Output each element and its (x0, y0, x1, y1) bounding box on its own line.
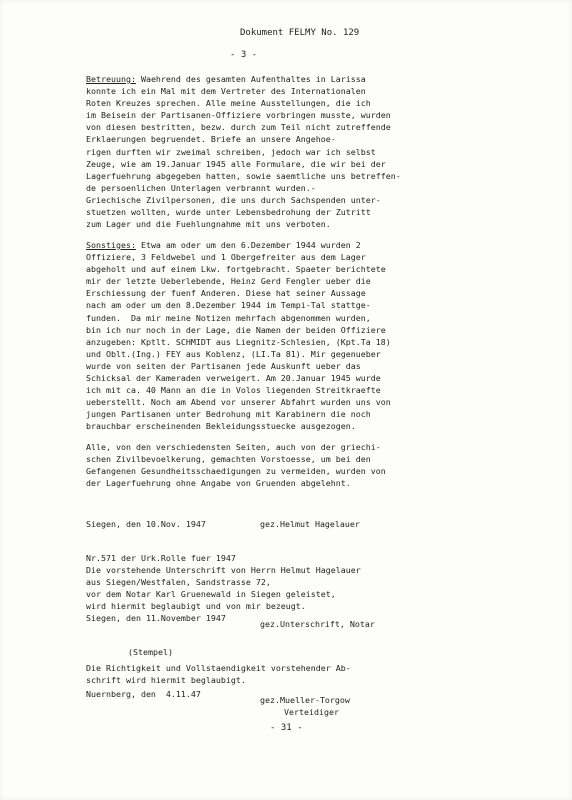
text-line: anzugeben: Kptlt. SCHMIDT aus Liegnitz-Schlesien, (Kpt.Ta 18) (86, 336, 391, 347)
text-line: funden. Da mir meine Notizen mehrfach abgenommen wurden, (86, 312, 371, 323)
text-line: de persoenlichen Unterlagen verbrannt wurden.- (86, 182, 316, 193)
text-line: Schicksal der Kameraden verweigert. Am 20.Januar 1945 wurde (86, 373, 381, 384)
signature-hagelauer: gez.Helmut Hagelauer (260, 519, 360, 529)
section-label-sonstiges: Sonstiges: (86, 240, 136, 250)
place-date-siegen-1: Siegen, den 10.Nov. 1947 (86, 519, 206, 529)
text-line: Offiziere, 3 Feldwebel und 1 Obergefreiter aus dem Lager (86, 252, 366, 263)
page-number-bottom: - 31 - (270, 723, 303, 733)
text-line: Die Richtigkeit und Vollstaendigkeit vorstehender Ab- (86, 663, 351, 673)
text-line: Gefangenen Gesundheitsschaedigungen zu vermeiden, wurden von (86, 466, 386, 477)
place-date-nuernberg: Nuernberg, den 4.11.47 (86, 689, 201, 699)
text-line: konnte ich ein Mal mit dem Vertreter des Internationalen (86, 86, 366, 97)
paragraph-closing (86, 441, 516, 489)
text-line: schrift wird hiermit beglaubigt. (86, 675, 246, 686)
text-line: stuetzen wollten, wurde unter Lebensbedrohung der Zutritt (86, 207, 371, 218)
signature-defense: gez.Mueller-Torgow (260, 695, 350, 705)
text-line: im Beisein der Partisanen-Offiziere vorbringen musste, wurden (86, 110, 391, 121)
text-line: wurde von seiten der Partisanen jede Auskunft ueber das (86, 360, 361, 371)
text-line: Zeuge, wie am 19.Januar 1945 alle Formulare, die wir bei der (86, 158, 386, 169)
text-line: der Lagerfuehrung ohne Angabe von Gruenden abgelehnt. (86, 478, 351, 489)
stamp-note: (Stempel) (128, 647, 173, 657)
text-line: vor dem Notar Karl Gruenewald in Siegen geleistet, (86, 589, 336, 600)
signature-role: Verteidiger (284, 707, 339, 717)
text-line: Lagerfuehrung abgegeben hatten, sowie saemtliche uns betreffen- (86, 170, 401, 181)
text-line: nach am oder um den 8.Dezember 1944 im Tempi-Tal stattge- (86, 300, 371, 311)
document-header: Dokument FELMY No. 129 (240, 28, 360, 38)
text-line: zum Lager und die Fuehlungnahme mit uns verboten. (86, 219, 331, 230)
notary-certification (86, 552, 516, 612)
text-line: Nr.571 der Urk.Rolle fuer 1947 (86, 553, 236, 563)
text-line: rigen durften wir zweimal schreiben, jedoch war ich selbst (86, 146, 376, 157)
text-line: Erklaerungen begruendet. Briefe an unsere Angehoe- (86, 134, 336, 145)
text-line: Die vorstehende Unterschrift von Herrn Helmut Hagelauer (86, 565, 361, 576)
text-line: mir der letzte Ueberlebende, Heinz Gerd Fengler ueber die (86, 276, 371, 287)
text-line: Erschiessung der fuenf Anderen. Diese hat seiner Aussage (86, 288, 366, 299)
text-line: ueberstellt. Noch am Abend vor unserer Abfahrt wurden uns von (86, 397, 391, 408)
text-line: von diesen bestritten, bezw. durch zum Teil nicht zutreffende (86, 122, 391, 133)
place-date-siegen-2: Siegen, den 11.November 1947 (86, 613, 226, 623)
text-line: jungen Partisanen unter Bedrohung mit Karabinern die noch (86, 409, 371, 420)
text-line: schen Zivilbevoelkerung, gemachten Vorstoesse, um bei den (86, 454, 371, 465)
text-line: brauchbar erscheinenden Bekleidungsstuecke ausgezogen. (86, 421, 356, 432)
text-line: abgeholt und auf einem Lkw. fortgebracht. Spaeter berichtete (86, 264, 386, 275)
section-label-betreuung: Betreuung: (86, 74, 136, 84)
signature-notary: gez.Unterschrift, Notar (260, 619, 375, 629)
paragraph-sonstiges (86, 239, 516, 433)
attestation (86, 662, 516, 686)
paragraph-betreuung (86, 73, 516, 230)
text-line: Roten Kreuzes sprechen. Alle meine Ausstellungen, die ich (86, 98, 371, 109)
page-number-top: - 3 - (230, 50, 258, 60)
text-line: wird hiermit beglaubigt und von mir bezeugt. (86, 601, 306, 612)
text-line: und Oblt.(Ing.) FEY aus Koblenz, (LI.Ta 81). Mir gegenueber (86, 348, 381, 359)
text-line: Alle, von den verschiedensten Seiten, auch von der griechi- (86, 442, 381, 452)
text-line: Sonstiges: Etwa am oder um den 6.Dezember 1944 wurden 2 (86, 240, 361, 250)
text-line: ich mit ca. 40 Mann an die in Volos liegenden Streitkraefte (86, 385, 381, 396)
text-line: aus Siegen/Westfalen, Sandstrasse 72, (86, 577, 271, 588)
text-line: bin ich nur noch in der Lage, die Namen der beiden Offiziere (86, 324, 386, 335)
text-line: Betreuung: Waehrend des gesamten Aufenthaltes in Larissa (86, 74, 366, 84)
text-line: Griechische Zivilpersonen, die uns durch Sachspenden unter- (86, 194, 381, 205)
